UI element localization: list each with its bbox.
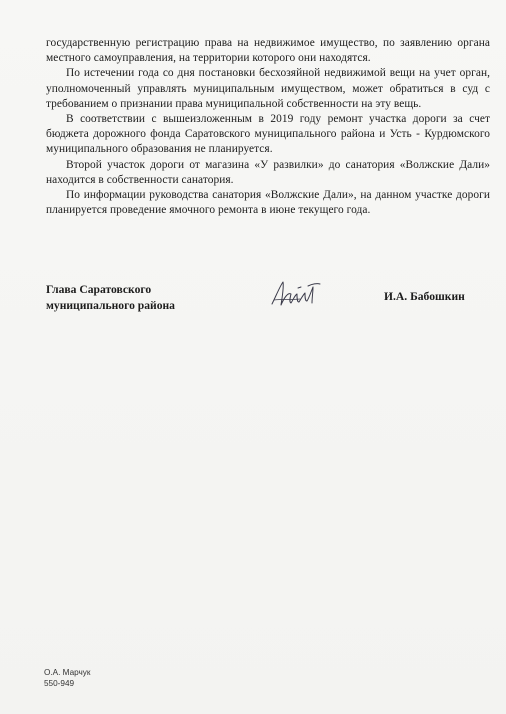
- signatory-title: Глава Саратовского муниципального района: [46, 283, 175, 312]
- handwritten-signature: [268, 278, 324, 312]
- executor-info: [44, 667, 90, 689]
- executor-phone: 550-949: [44, 679, 75, 688]
- paragraph-1: государственную регистрацию права на недвижимое имущество, по заявлению органа местного самоуправления, на территории которого они находятся.: [46, 37, 490, 65]
- paragraph-5: По информации руководства санатория «Волжские Дали», на данном участке дороги планируется проведение ямочного ремонта в июне текущего года.: [46, 189, 490, 217]
- paragraph-4: Второй участок дороги от магазина «У развилки» до санатория «Волжские Дали» находится в собственности санатория.: [46, 158, 490, 186]
- paragraph-3: В соответствии с вышеизложенным в 2019 году ремонт участка дороги за счет бюджета дорожного фонда Саратовского муниципального района и Усть - Курдюмского муниципального образования не планируется.: [46, 113, 490, 156]
- signature-block: [46, 282, 490, 322]
- executor-name: О.А. Марчук: [44, 668, 91, 677]
- paragraph-2: По истечении года со дня постановки бесхозяйной недвижимой вещи на учет орган, уполномоченный управлять муниципальным имуществом, может обратиться в суд с требованием о признании права муниципальной собственности на эту вещь.: [46, 67, 490, 110]
- letter-body: [46, 36, 490, 218]
- signatory-name: И.А. Бабошкин: [384, 290, 465, 303]
